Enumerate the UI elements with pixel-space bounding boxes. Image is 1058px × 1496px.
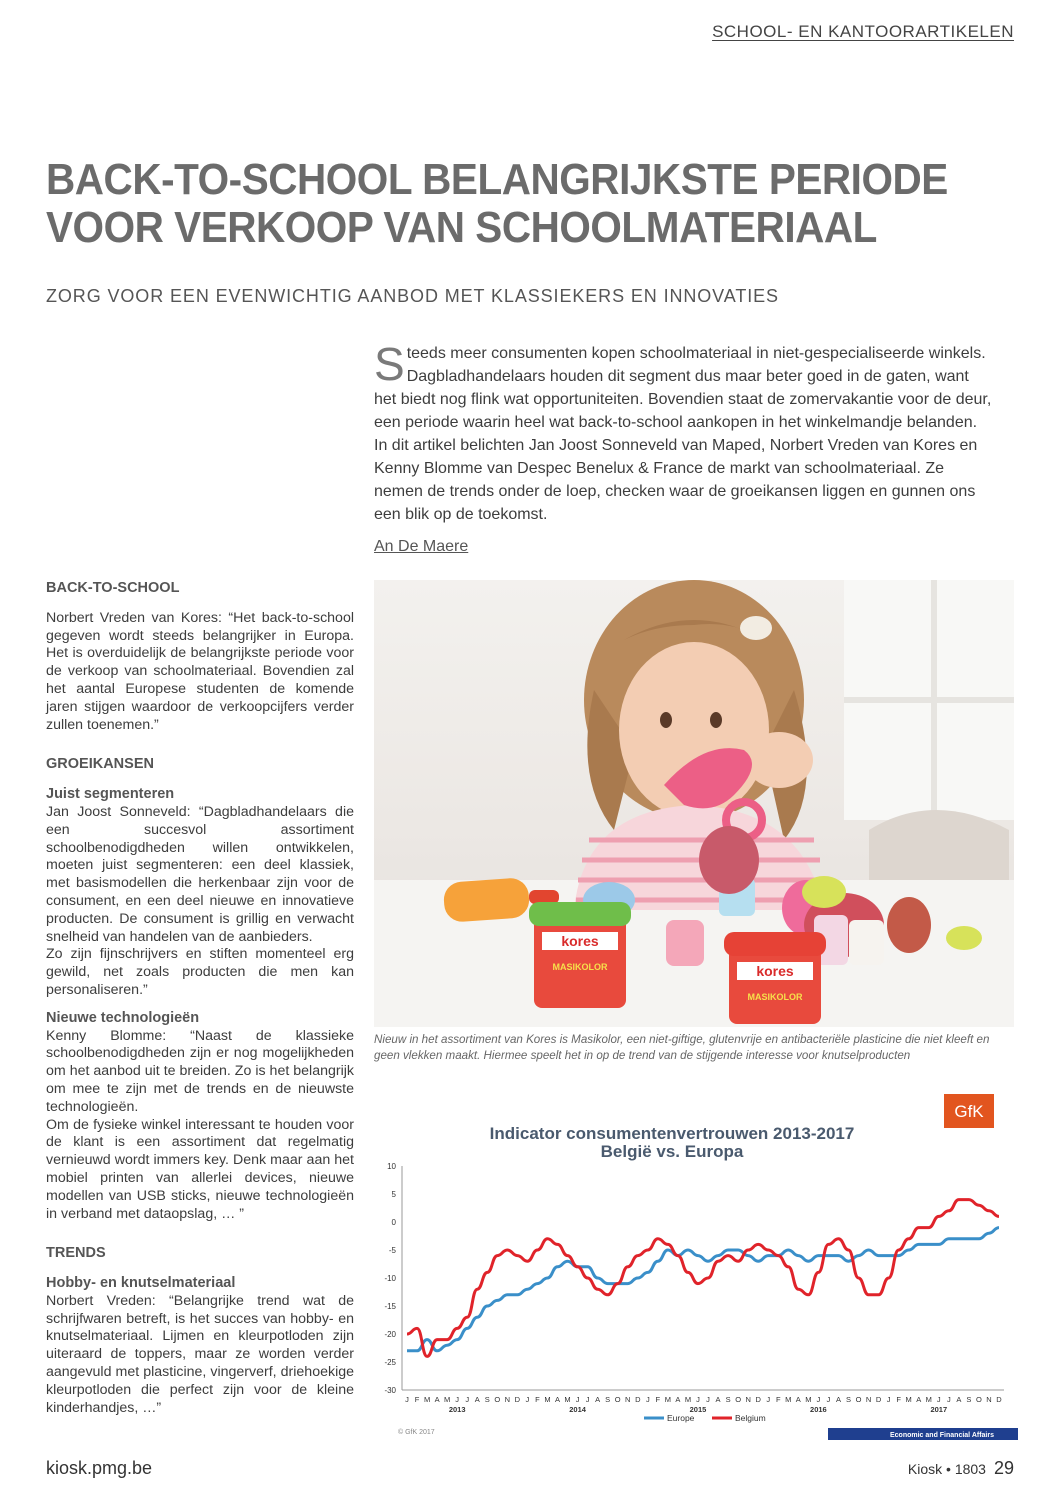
x-month-label: A [795,1395,801,1404]
x-axis [402,1390,1004,1414]
x-month-label: M [444,1395,451,1404]
intro-paragraph [374,338,994,526]
x-month-label: F [655,1395,661,1404]
x-month-label: F [535,1395,540,1404]
gfk-logo-text: GfK [954,1102,984,1121]
y-tick-label: -30 [384,1386,396,1395]
x-month-label: O [614,1395,621,1404]
x-month-label: S [484,1395,490,1404]
section-tag: SCHOOL- EN KANTOORARTIKELEN [712,22,1014,41]
x-month-label: N [625,1395,631,1404]
x-month-label: J [455,1395,460,1404]
subtitle: ZORG VOOR EEN EVENWICHTIG AANBOD MET KLASSIEKERS EN INNOVATIES [46,286,779,306]
x-month-label: A [474,1395,480,1404]
tub-brand-left: kores [561,933,599,949]
x-month-label: S [966,1395,972,1404]
x-month-label: J [946,1395,951,1404]
x-month-label: S [845,1395,851,1404]
x-month-label: O [855,1395,862,1404]
x-month-label: M [785,1395,792,1404]
footer-issue-label: Kiosk • 1803 [907,1461,986,1477]
photo-caption: Nieuw in het assortiment van Kores is Masikolor, een niet-giftige, glutenvrije en antibacteriële plasticine die niet kleeft en geen vlekken maakt. Hiermee speelt het in op de trend van de stijgende interesse voor knutselproducten [374,1033,990,1062]
x-year-label: 2015 [689,1405,707,1414]
chart-copyright: © GfK 2017 [398,1429,435,1436]
y-tick-label: -20 [384,1330,396,1339]
heading-back-to-school: BACK-TO-SCHOOL [46,580,180,596]
tub-product-left: MASIKOLOR [552,962,608,972]
x-month-label: M [684,1395,692,1404]
x-month-label: A [916,1395,922,1404]
x-month-label: M [564,1395,571,1404]
x-month-label: F [896,1395,901,1404]
subheading-segmenteren: Juist segmenteren [46,786,175,803]
y-tick-label: -15 [384,1302,396,1311]
tub-product-right: MASIKOLOR [747,992,803,1002]
x-month-label: M [544,1395,551,1404]
heading-trends: TRENDS [46,1245,106,1262]
legend [644,1413,766,1423]
x-month-label: A [675,1395,681,1404]
paragraph-hobby: Norbert Vreden: “Belangrijke trend wat de schrijfwaren betreft, is het succes van hobby- en knutselmateriaal. Lijmen en kleurpotloden zijn uiteraard de toppers, maar ze worden verder aangevuld met plasticine, vingerverf, driehoekige kleurpotloden die perfect zijn voor de kleine kinderhandjes, …” [46,1292,354,1416]
heading-groeikansen: GROEIKANSEN [46,756,154,773]
paragraph-technologie-1: Kenny Blomme: “Naast de klassieke schoolbenodigdheden zijn er nog mogelijkheden om het aanbod uit te breiden. Zo is het belangrijk om mee te zijn met de trends en de nieuwste technologieën. [46,1027,354,1115]
x-month-label: J [936,1395,941,1404]
x-month-label: J [816,1395,821,1404]
consumer-confidence-chart [374,1088,1020,1442]
x-month-label: J [525,1395,530,1404]
x-month-label: J [645,1395,650,1404]
subheading-hobby: Hobby- en knutselmateriaal [46,1275,236,1292]
x-month-label: S [725,1395,731,1404]
footer-issue [908,1458,1014,1479]
x-month-label: M [905,1395,912,1404]
legend-label: Belgium [735,1413,766,1423]
headline [46,156,948,252]
x-month-label: J [696,1395,700,1404]
author-byline[interactable]: An De Maere [374,538,469,555]
paragraph-back-to-school: Norbert Vreden van Kores: “Het back-to-school gegeven wordt steeds belangrijker in Europa. Het is overduidelijk de belangrijkste periode voor de verkoop van schoolmateriaal. Bovendien zal het aantal Europese studenten de komende jaren stijgen waardoor de verkoopcijfers verder zullen toenemen.” [46,609,354,733]
x-year-label: 2017 [930,1405,948,1414]
x-year-label: 2016 [810,1405,827,1414]
x-month-label: N [745,1395,751,1404]
x-month-label: J [585,1395,590,1404]
article-photo [374,580,1014,1027]
x-month-label: M [423,1395,431,1404]
x-month-label: N [865,1395,872,1404]
tub-brand-right: kores [756,963,794,979]
chart-container [374,1088,1020,1442]
x-month-label: M [664,1395,672,1404]
headline-line-2: VOOR VERKOOP VAN SCHOOLMATERIAAL [46,203,877,252]
x-month-label: J [766,1395,771,1404]
x-month-label: J [405,1395,409,1404]
y-tick-label: 10 [387,1162,396,1171]
y-tick-label: 5 [391,1190,396,1199]
legend-label: Europe [667,1413,695,1423]
x-month-label: N [986,1395,992,1404]
x-month-label: O [494,1395,501,1404]
x-month-label: J [706,1395,710,1404]
chart-subtitle: België vs. Europa [600,1142,744,1161]
page-number: 29 [993,1458,1014,1478]
paragraph-segmenteren-1: Jan Joost Sonneveld: “Dagbladhandelaars die een succesvol assortiment schoolbenodigdheden willen ontwikkelen, moeten juist segmenteren: een deel klassiek, met basismodellen die herkenbaar zijn voor de consument, en een deel nieuwe en innovatieve producten. De consument is grillig en verwacht snelheid van handelen van de aanbieders. [46,803,354,945]
x-month-label: M [925,1395,932,1404]
x-month-label: O [735,1395,742,1404]
paragraph-technologie-2: Om de fysieke winkel interessant te houden voor de klant is een assortiment dat regelmatig vernieuwd wordt immers key. Denk maar aan het mobiel printen van allerlei devices, nieuwe modellen van USB sticks, nieuwe technologieën in verband met dataopslag, … ” [46,1116,354,1222]
paragraph-segmenteren-2: Zo zijn fijnschrijvers en stiften momenteel erg gewild, net zoals producten die men kan personaliseren.” [46,946,354,998]
x-month-label: A [555,1395,561,1404]
x-month-label: S [605,1395,611,1404]
y-axis [384,1162,402,1395]
x-month-label: D [755,1395,761,1404]
x-month-label: D [875,1395,882,1404]
headline-line-1: BACK-TO-SCHOOL BELANGRIJKSTE PERIODE [46,155,948,204]
x-month-label: J [465,1395,470,1404]
y-tick-label: -25 [384,1358,396,1367]
photo-illustration [374,580,1014,1027]
x-month-label: D [514,1395,521,1404]
x-month-label: N [504,1395,511,1404]
y-tick-label: -5 [388,1246,396,1255]
ec-source-text: Economic and Financial Affairs [890,1432,994,1439]
series-line-belgium [407,1200,999,1357]
x-month-label: A [434,1395,440,1404]
x-month-label: O [975,1395,982,1404]
x-month-label: A [835,1395,841,1404]
y-tick-label: 0 [391,1218,396,1227]
x-month-label: J [886,1395,891,1404]
x-month-label: F [775,1395,781,1404]
x-year-label: 2014 [569,1405,586,1414]
footer-website[interactable]: kiosk.pmg.be [46,1458,153,1478]
x-month-label: A [715,1395,721,1404]
x-month-label: J [826,1395,831,1404]
chart-title: Indicator consumentenvertrouwen 2013-2017 [489,1124,855,1143]
subheading-technologie: Nieuwe technologieën [46,1009,200,1026]
x-month-label: D [996,1395,1002,1404]
dropcap: S [374,338,405,390]
series-group [407,1200,999,1357]
left-column [46,580,354,1417]
y-tick-label: -10 [384,1274,396,1283]
x-month-label: A [595,1395,601,1404]
x-month-label: F [414,1395,420,1404]
x-month-label: J [575,1395,580,1404]
x-year-label: 2013 [448,1405,466,1414]
intro-text: teeds meer consumenten kopen schoolmateriaal in niet-gespecialiseerde winkels. Dagbladhandelaars houden dit segment dus maar beter goed in de gaten, want het biedt nog flink wat opportuniteiten. Bovendien staat de zomervakantie voor de deur, een periode waarin heel wat back-to-school aankopen in het winkelmandje belanden. In dit artikel belichten Jan Joost Sonneveld van Maped, Norbert Vreden van Kores en Kenny Blomme van Despec Benelux & France de markt van schoolmateriaal. Ze nemen de trends onder de loep, checken waar de groeikansen liggen en gunnen ons een blik op de toekomst. [374,345,992,523]
x-month-label: M [805,1395,812,1404]
x-month-label: D [635,1395,641,1404]
x-month-label: A [956,1395,962,1404]
series-line-europe [407,1228,999,1351]
